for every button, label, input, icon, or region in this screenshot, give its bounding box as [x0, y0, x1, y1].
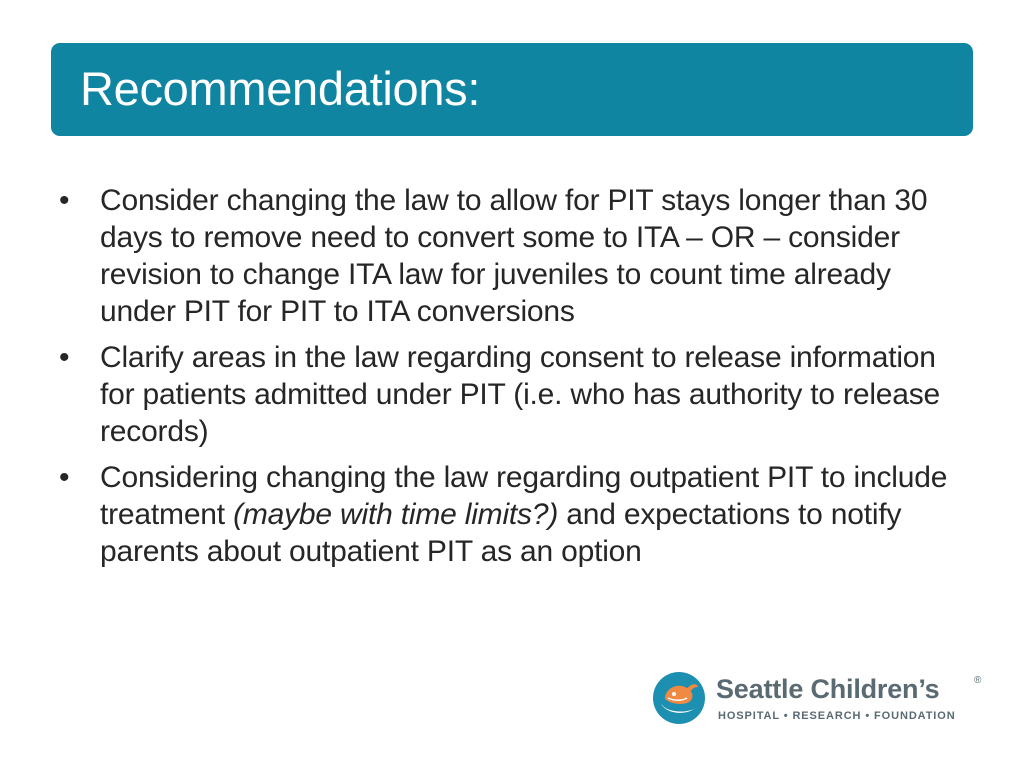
bullet-text: Consider changing the law to allow for PIT stays longer than 30 days to remove need to convert some to ITA – OR – consider revision to change ITA law for juveniles to count time already under PIT for PIT to ITA conversions — [100, 184, 928, 328]
seattle-childrens-whale-icon — [652, 671, 706, 725]
title-bar — [51, 43, 973, 136]
logo-tagline: HOSPITAL • RESEARCH • FOUNDATION — [718, 710, 956, 722]
bullet-dot-icon: • — [59, 341, 70, 374]
bullet-list — [56, 182, 956, 579]
bullet-dot-icon: • — [59, 184, 70, 217]
bullet-text: Considering changing the law regarding outpatient PIT to include treatment — [100, 461, 948, 531]
bullet-item — [56, 182, 956, 330]
registered-mark: ® — [974, 675, 982, 686]
slide-title: Recommendations: — [80, 62, 481, 115]
bullet-dot-icon: • — [59, 461, 70, 494]
seattle-childrens-logo — [652, 671, 992, 731]
bullet-text-continued: and expectations to notify parents about outpatient PIT as an option — [100, 498, 902, 568]
bullet-italic-text: (maybe with time limits?) — [233, 498, 559, 531]
bullet-item — [56, 339, 956, 450]
bullet-text: Clarify areas in the law regarding consent to release information for patients admitted under PIT (i.e. who has authority to release records) — [100, 341, 941, 448]
bullet-item — [56, 459, 956, 570]
logo-name: Seattle Children’s — [716, 674, 940, 704]
